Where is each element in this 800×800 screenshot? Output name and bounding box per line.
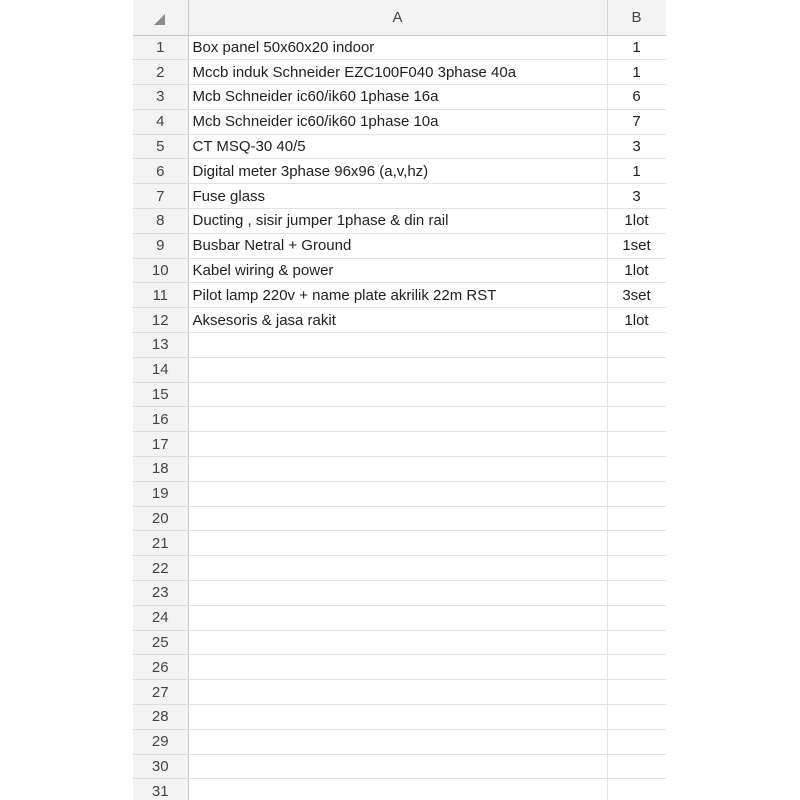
cell-b[interactable]: 6 [607, 85, 666, 110]
table-row [133, 258, 666, 283]
cell-b[interactable]: 3 [607, 134, 666, 159]
spreadsheet-grid [133, 0, 666, 800]
cell-a[interactable] [188, 605, 607, 630]
row-header[interactable]: 19 [133, 481, 188, 506]
cell-a[interactable] [188, 506, 607, 531]
cell-a[interactable]: Ducting , sisir jumper 1phase & din rail [188, 209, 607, 234]
row-header[interactable]: 8 [133, 209, 188, 234]
table-row [133, 109, 666, 134]
cell-b[interactable] [607, 605, 666, 630]
table-row [133, 60, 666, 85]
row-header[interactable]: 15 [133, 382, 188, 407]
cell-a[interactable]: Fuse glass [188, 184, 607, 209]
cell-a[interactable]: Box panel 50x60x20 indoor [188, 35, 607, 60]
cell-a[interactable] [188, 705, 607, 730]
row-header[interactable]: 12 [133, 308, 188, 333]
table-row [133, 531, 666, 556]
row-header[interactable]: 23 [133, 581, 188, 606]
cell-a[interactable] [188, 382, 607, 407]
row-header[interactable]: 24 [133, 605, 188, 630]
table-row [133, 481, 666, 506]
cell-b[interactable]: 7 [607, 109, 666, 134]
cell-b[interactable] [607, 754, 666, 779]
table-row [133, 283, 666, 308]
cell-b[interactable]: 1lot [607, 209, 666, 234]
cell-a[interactable]: Busbar Netral + Ground [188, 233, 607, 258]
cell-b[interactable] [607, 481, 666, 506]
row-header[interactable]: 21 [133, 531, 188, 556]
cell-a[interactable]: Mcb Schneider ic60/ik60 1phase 16a [188, 85, 607, 110]
select-all-triangle-icon [154, 14, 165, 25]
table-row [133, 779, 666, 800]
cell-b[interactable] [607, 581, 666, 606]
row-header[interactable]: 30 [133, 754, 188, 779]
cell-a[interactable] [188, 432, 607, 457]
sheet-table [133, 0, 666, 800]
table-row [133, 382, 666, 407]
column-header-row [133, 0, 666, 35]
row-header[interactable]: 13 [133, 333, 188, 358]
row-header[interactable]: 3 [133, 85, 188, 110]
table-row [133, 655, 666, 680]
cell-b[interactable] [607, 655, 666, 680]
cell-b[interactable]: 1set [607, 233, 666, 258]
table-row [133, 159, 666, 184]
row-header[interactable]: 6 [133, 159, 188, 184]
cell-a[interactable] [188, 407, 607, 432]
table-row [133, 407, 666, 432]
cell-b[interactable]: 1 [607, 35, 666, 60]
table-row [133, 506, 666, 531]
cell-a[interactable] [188, 729, 607, 754]
row-header[interactable]: 27 [133, 680, 188, 705]
table-row [133, 357, 666, 382]
cell-b[interactable] [607, 506, 666, 531]
cell-b[interactable]: 1lot [607, 258, 666, 283]
cell-a[interactable] [188, 680, 607, 705]
table-row [133, 729, 666, 754]
table-row [133, 209, 666, 234]
table-row [133, 556, 666, 581]
row-header[interactable]: 25 [133, 630, 188, 655]
cell-b[interactable] [607, 382, 666, 407]
row-header[interactable]: 9 [133, 233, 188, 258]
cell-a[interactable] [188, 357, 607, 382]
cell-a[interactable] [188, 457, 607, 482]
cell-b[interactable] [607, 729, 666, 754]
table-row [133, 581, 666, 606]
table-row [133, 85, 666, 110]
cell-b[interactable] [607, 407, 666, 432]
row-header[interactable]: 4 [133, 109, 188, 134]
row-header[interactable]: 2 [133, 60, 188, 85]
cell-a[interactable]: Kabel wiring & power [188, 258, 607, 283]
table-row [133, 705, 666, 730]
column-header-b[interactable]: B [607, 0, 666, 35]
table-row [133, 605, 666, 630]
cell-b[interactable]: 1 [607, 60, 666, 85]
cell-b[interactable] [607, 630, 666, 655]
row-header[interactable]: 31 [133, 779, 188, 800]
table-row [133, 134, 666, 159]
cell-a[interactable]: Pilot lamp 220v + name plate akrilik 22m RST [188, 283, 607, 308]
cell-b[interactable] [607, 457, 666, 482]
row-header[interactable]: 14 [133, 357, 188, 382]
row-header[interactable]: 17 [133, 432, 188, 457]
cell-b[interactable]: 1lot [607, 308, 666, 333]
cell-b[interactable] [607, 705, 666, 730]
row-header[interactable]: 11 [133, 283, 188, 308]
row-header[interactable]: 10 [133, 258, 188, 283]
row-header[interactable]: 5 [133, 134, 188, 159]
cell-a[interactable] [188, 333, 607, 358]
table-row [133, 308, 666, 333]
cell-a[interactable] [188, 655, 607, 680]
cell-a[interactable] [188, 581, 607, 606]
cell-a[interactable]: Aksesoris & jasa rakit [188, 308, 607, 333]
table-row [133, 432, 666, 457]
select-all-corner[interactable] [133, 0, 188, 35]
row-header[interactable]: 1 [133, 35, 188, 60]
table-row [133, 754, 666, 779]
table-row [133, 630, 666, 655]
row-header[interactable]: 18 [133, 457, 188, 482]
row-header[interactable]: 26 [133, 655, 188, 680]
table-row [133, 184, 666, 209]
cell-a[interactable]: CT MSQ-30 40/5 [188, 134, 607, 159]
cell-a[interactable] [188, 779, 607, 800]
cell-a[interactable]: Mcb Schneider ic60/ik60 1phase 10a [188, 109, 607, 134]
row-header[interactable]: 20 [133, 506, 188, 531]
cell-b[interactable] [607, 357, 666, 382]
cell-a[interactable] [188, 531, 607, 556]
cell-a[interactable] [188, 556, 607, 581]
column-header-a[interactable]: A [188, 0, 607, 35]
cell-b[interactable] [607, 779, 666, 800]
cell-b[interactable]: 3set [607, 283, 666, 308]
table-row [133, 35, 666, 60]
row-header[interactable]: 7 [133, 184, 188, 209]
cell-b[interactable] [607, 531, 666, 556]
cell-b[interactable]: 3 [607, 184, 666, 209]
table-row [133, 457, 666, 482]
cell-b[interactable] [607, 680, 666, 705]
sheet-body [133, 35, 666, 800]
table-row [133, 680, 666, 705]
row-header[interactable]: 29 [133, 729, 188, 754]
cell-b[interactable] [607, 556, 666, 581]
cell-a[interactable] [188, 481, 607, 506]
cell-b[interactable]: 1 [607, 159, 666, 184]
row-header[interactable]: 16 [133, 407, 188, 432]
cell-b[interactable] [607, 432, 666, 457]
row-header[interactable]: 28 [133, 705, 188, 730]
cell-a[interactable]: Mccb induk Schneider EZC100F040 3phase 40a [188, 60, 607, 85]
cell-a[interactable] [188, 630, 607, 655]
cell-a[interactable] [188, 754, 607, 779]
cell-a[interactable]: Digital meter 3phase 96x96 (a,v,hz) [188, 159, 607, 184]
table-row [133, 333, 666, 358]
row-header[interactable]: 22 [133, 556, 188, 581]
cell-b[interactable] [607, 333, 666, 358]
table-row [133, 233, 666, 258]
